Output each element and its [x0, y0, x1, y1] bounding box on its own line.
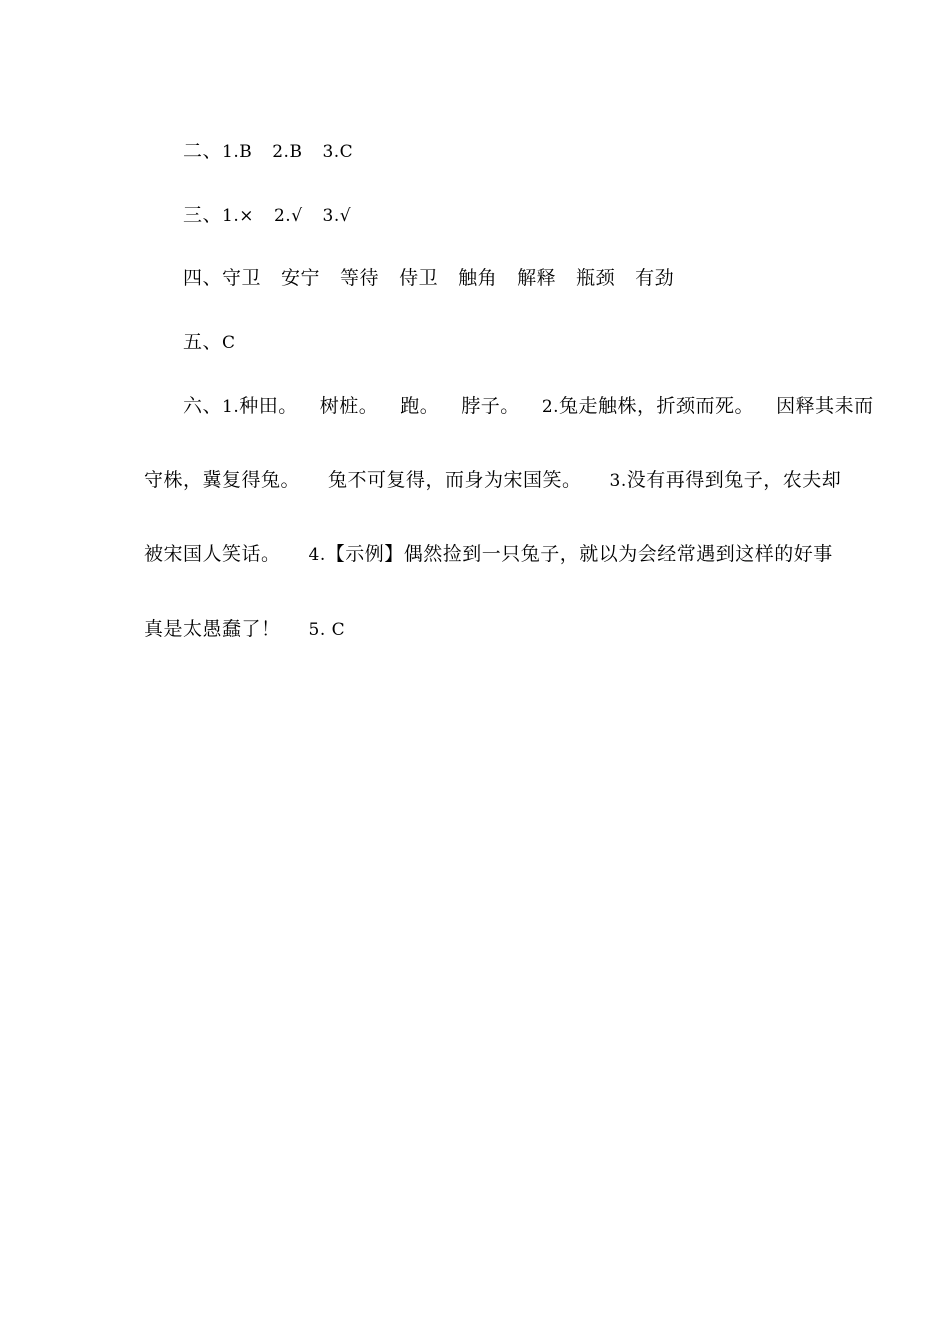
word-item: 解释	[517, 267, 557, 289]
answer-text: 因释其耒而	[776, 395, 874, 417]
section-label: 五、	[183, 331, 223, 353]
answer-text: 树桩。	[319, 395, 379, 417]
word-item: 守卫	[222, 267, 262, 289]
answer-item: 3.√	[322, 206, 352, 226]
answer-section-6-line-3	[144, 542, 833, 567]
answer-section-6-line-2	[144, 468, 841, 493]
answer-section-5	[183, 330, 236, 355]
word-item: 侍卫	[399, 267, 439, 289]
answer-item: 3.C	[322, 142, 354, 162]
item-number: 1.	[222, 397, 240, 417]
answer-text: 真是太愚蠢了！	[144, 618, 281, 640]
answer-text: 脖子。	[461, 395, 520, 417]
section-label: 六、	[183, 395, 223, 417]
answer-text: 守株，冀复得兔。	[144, 469, 301, 491]
word-item: 等待	[340, 267, 380, 289]
word-item: 安宁	[281, 267, 321, 289]
answer-text: 跑。	[400, 395, 440, 417]
answer-text: 【示例】偶然捡到一只兔子，就以为会经常遇到这样的好事	[325, 543, 833, 565]
word-item: 触角	[458, 267, 498, 289]
answer-text: 种田。	[239, 395, 298, 417]
section-label: 二、	[183, 140, 223, 162]
answer-item: 1.B	[222, 142, 253, 162]
answer-section-3	[183, 203, 351, 228]
answer-section-6-line-4	[144, 617, 345, 642]
answer-text: 兔走触株，折颈而死。	[559, 395, 755, 417]
answer-text: 兔不可复得，而身为宋国笑。	[328, 469, 582, 491]
answer-item: 1.×	[222, 206, 254, 226]
word-item: 有劲	[635, 267, 675, 289]
item-number: 5. C	[308, 620, 346, 640]
item-number: 2.	[541, 397, 560, 417]
section-label: 四、	[183, 267, 223, 289]
section-label: 三、	[183, 204, 223, 226]
answer-item: 2.B	[272, 142, 303, 162]
answer-item: 2.√	[273, 206, 303, 226]
answer-text: 被宋国人笑话。	[144, 543, 281, 565]
answer-text: 没有再得到兔子，农夫却	[626, 469, 842, 491]
item-number: 4.	[308, 545, 326, 565]
answer-section-2	[183, 139, 353, 164]
answer-section-4	[183, 266, 674, 290]
word-item: 瓶颈	[576, 267, 616, 289]
answer-section-6-line-1	[183, 394, 874, 419]
item-number: 3.	[609, 471, 627, 491]
answer-item: C	[222, 333, 236, 353]
